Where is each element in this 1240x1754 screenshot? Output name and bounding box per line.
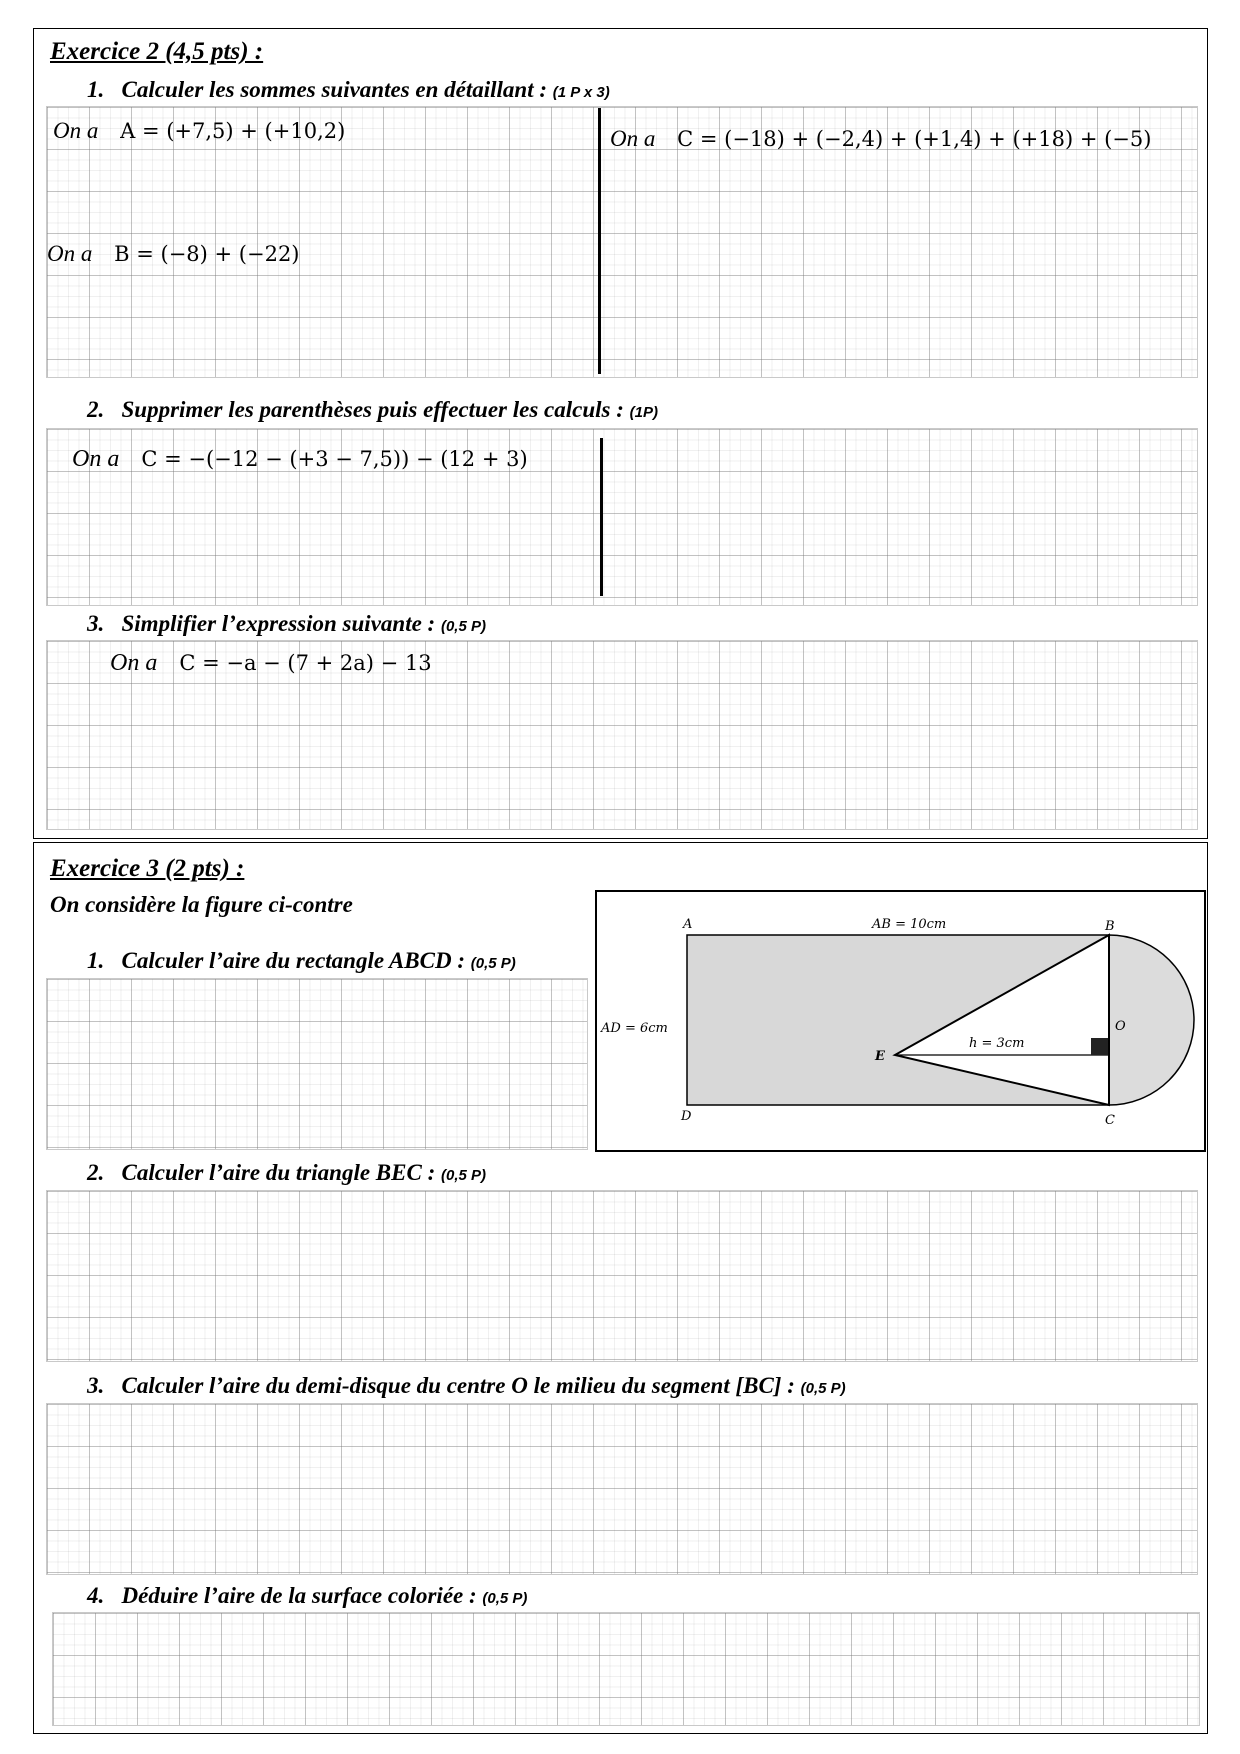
- question-points: (0,5 P): [482, 1590, 528, 1607]
- question-text: Calculer l’aire du triangle BEC :: [121, 1160, 436, 1185]
- question-number: 2.: [87, 1160, 105, 1185]
- label-c: C: [1105, 1113, 1115, 1128]
- question-number: 4.: [87, 1583, 105, 1608]
- answer-grid-ex3-q1[interactable]: [46, 978, 588, 1150]
- geometry-figure: [597, 892, 1204, 1150]
- label-o: O: [1115, 1019, 1126, 1034]
- question-text: Calculer l’aire du rectangle ABCD :: [121, 948, 466, 973]
- column-divider: [600, 438, 603, 596]
- on-a-label: On a: [53, 118, 99, 143]
- expression-a: [53, 118, 345, 144]
- question-text: Calculer l’aire du demi-disque du centre O le milieu du segment [BC] :: [121, 1373, 795, 1398]
- question-number: 3.: [87, 1373, 105, 1398]
- exercise-3-intro: On considère la figure ci-contre: [50, 892, 353, 917]
- label-h: h = 3cm: [969, 1036, 1025, 1051]
- on-a-label: On a: [47, 241, 93, 266]
- expression-b-text: B = (−8) + (−22): [114, 242, 300, 266]
- answer-grid-ex3-q4[interactable]: [52, 1612, 1200, 1726]
- ex3-question-1: [87, 948, 516, 974]
- question-number: 3.: [87, 611, 105, 636]
- question-points: (0,5 P): [470, 955, 516, 972]
- figure-box: [595, 890, 1206, 1152]
- expression-c1: [610, 126, 1151, 152]
- answer-grid-ex3-q2[interactable]: [46, 1190, 1198, 1362]
- expression-a-text: A = (+7,5) + (+10,2): [120, 119, 346, 143]
- exercise-2-title: Exercice 2 (4,5 pts) :: [50, 38, 264, 65]
- expression-c1-text: C = (−18) + (−2,4) + (+1,4) + (+18) + (−5): [677, 127, 1152, 151]
- label-d: D: [681, 1109, 692, 1124]
- label-b: B: [1105, 919, 1115, 934]
- expression-c2-text: C = −(−12 − (+3 − 7,5)) − (12 + 3): [141, 447, 528, 471]
- question-points: (0,5 P): [440, 1167, 486, 1184]
- answer-grid-ex3-q3[interactable]: [46, 1403, 1198, 1575]
- on-a-label: On a: [610, 126, 656, 151]
- label-ad: AD = 6cm: [601, 1021, 668, 1036]
- column-divider: [598, 108, 601, 374]
- right-angle-marker: [1091, 1038, 1108, 1055]
- expression-c2: [72, 446, 528, 473]
- expression-c3-text: C = −a − (7 + 2a) − 13: [179, 651, 432, 675]
- question-number: 1.: [87, 948, 105, 973]
- ex2-question-3: [87, 611, 486, 637]
- question-text: Simplifier l’expression suivante :: [121, 611, 436, 636]
- on-a-label: On a: [72, 446, 120, 472]
- question-text: Supprimer les parenthèses puis effectuer les calculs :: [121, 397, 624, 422]
- expression-b: [47, 241, 300, 267]
- question-points: (0,5 P): [800, 1380, 846, 1397]
- ex2-question-1: [87, 77, 610, 103]
- label-ab: AB = 10cm: [872, 917, 947, 932]
- ex3-question-3: [87, 1373, 846, 1399]
- question-text: Déduire l’aire de la surface coloriée :: [121, 1583, 477, 1608]
- label-e: E: [875, 1049, 885, 1064]
- expression-c3: [110, 650, 432, 677]
- question-points: (1 P x 3): [552, 84, 610, 101]
- ex3-question-2: [87, 1160, 486, 1186]
- on-a-label: On a: [110, 650, 158, 676]
- question-text: Calculer les sommes suivantes en détaillant :: [121, 77, 548, 102]
- question-points: (0,5 P): [440, 618, 486, 635]
- question-number: 1.: [87, 77, 105, 102]
- label-a: A: [683, 917, 693, 932]
- ex2-question-2: [87, 397, 658, 423]
- question-points: (1P): [629, 404, 658, 421]
- question-number: 2.: [87, 397, 105, 422]
- ex3-question-4: [87, 1583, 527, 1609]
- exercise-3-title: Exercice 3 (2 pts) :: [50, 855, 245, 882]
